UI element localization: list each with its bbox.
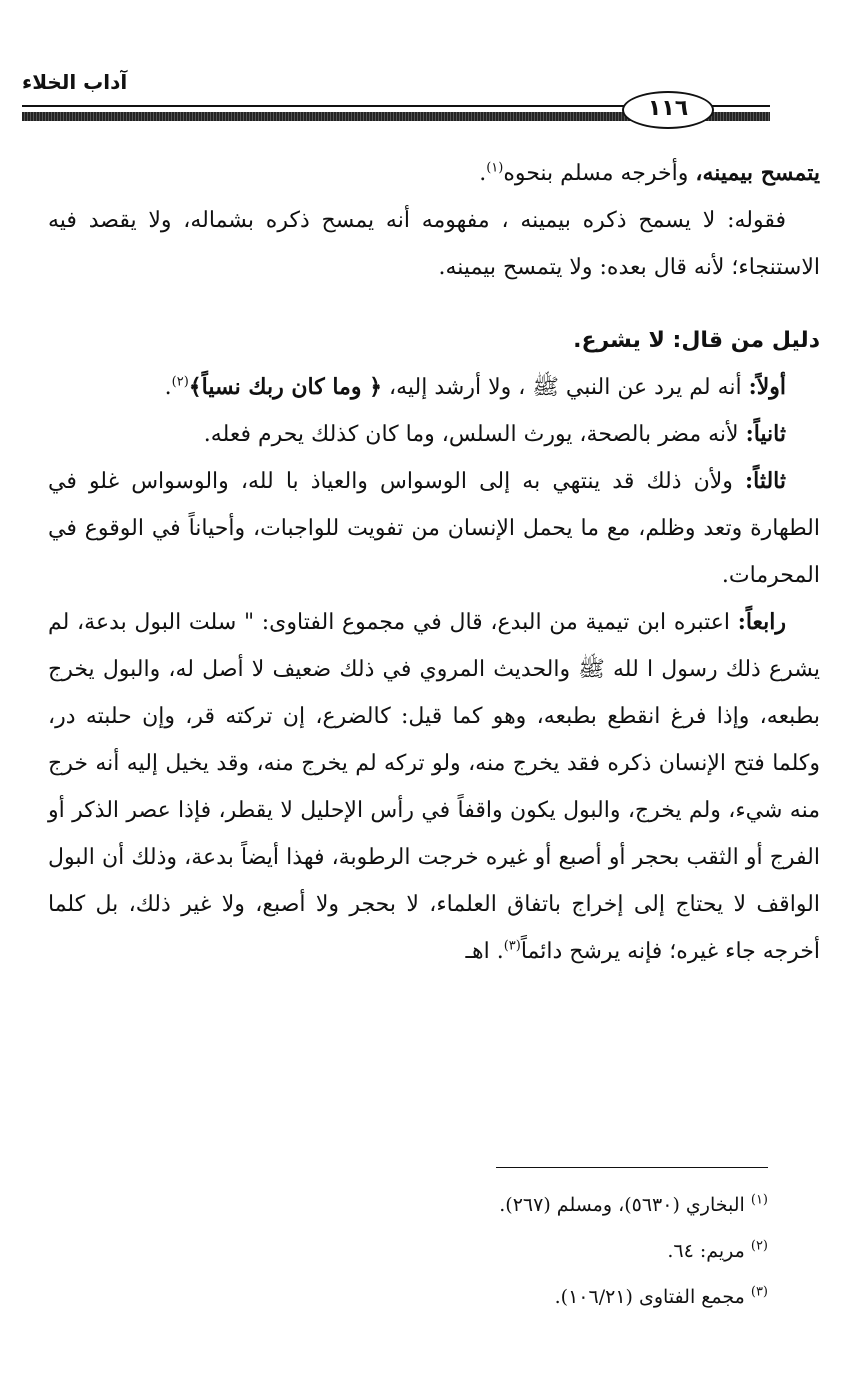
section-heading: دليل من قال: لا يشرع. [573,328,820,353]
page-number: ١١٦ [622,91,714,129]
paragraph [48,364,820,411]
footnote-ref-2: (٢) [171,374,189,390]
paragraph-text: فقوله: لا يسمح ذكره بيمينه ، مفهومه أنه يمسح ذكره بشماله، ولا يقصد فيه الاستنجاء؛ لأنه قال بعده: ولا يتمسح بيمينه. [48,208,820,280]
paragraph-tail: . اهـ [465,939,504,964]
footnotes [168,1182,768,1320]
paragraph [48,458,820,599]
paragraph-text: وأخرجه مسلم بنحوه [503,161,696,186]
footnote-rule [496,1167,768,1168]
paragraph-lead: أولاً: [748,374,786,400]
body-text [48,150,820,975]
paragraph-lead: رابعاً: [737,609,786,635]
paragraph-tail: . [479,161,487,186]
quran-quote: ﴿ وما كان ربك نسياً﴾ [188,374,383,400]
footnote [168,1274,768,1320]
footnote-mark: (٢) [750,1238,768,1254]
running-title: آداب الخلاء [22,70,128,94]
paragraph [48,599,820,975]
footnote-text: مجمع الفتاوى (١٠٦/٢١). [554,1286,751,1308]
paragraph-lead: يتمسح بيمينه، [695,160,820,186]
paragraph-lead: ثانياً: [745,421,786,447]
paragraph-lead: ثالثاً: [745,468,786,494]
footnote-mark: (١) [750,1192,768,1208]
paragraph [48,197,820,291]
paragraph-continuation [48,150,820,197]
footnote-ref-3: (٣) [503,938,521,954]
paragraph-text: لأنه مضر بالصحة، يورث السلس، وما كان كذلك يحرم فعله. [203,422,746,447]
paragraph-text: أنه لم يرد عن النبي ﷺ ، ولا أرشد إليه، [382,375,749,400]
footnote [168,1228,768,1274]
footnote-text: البخاري (٥٦٣٠)، ومسلم (٢٦٧). [499,1194,751,1216]
paragraph-text: ولأن ذلك قد ينتهي به إلى الوسواس والعياذ با لله، والوسواس غلو في الطهارة وتعد وظلم، مع ما يحمل الإنسان من تفويت للواجبات، وأحياناً في الوقوع في المحرمات. [48,469,820,588]
footnote-mark: (٣) [750,1284,768,1300]
footnote [168,1182,768,1228]
footnote-ref-1: (١) [486,160,504,176]
paragraph-tail: . [164,375,172,400]
paragraph [48,411,820,458]
footnote-text: مريم: ٦٤. [667,1240,751,1262]
paragraph-text: اعتبره ابن تيمية من البدع، قال في مجموع الفتاوى: " سلت البول بدعة، لم يشرع ذلك رسول ا لله ﷺ والحديث المروي في ذلك ضعيف لا أصل له، والبول يخرج بطبعه، وإذا فرغ انقطع بطبعه، وهو كما قيل: كالضرع، إن تركته قر، وإن حلبته در، وكلما فتح الإنسان ذكره فقد يخرج منه، ولو تركه لم يخرج منه، وقد يخيل إليه أنه خرج منه شيء، ولم يخرج، والبول يكون واقفاً في رأس الإحليل لا يقطر، فإذا عصر الذكر أو الفرج أو الثقب بحجر أو أصبع أو غيره خرجت الرطوبة، فهذا أيضاً بدعة، وذلك أن البول الواقف لا يحتاج إلى إخراج باتفاق العلماء، لا بحجر ولا أصبع، ولا غير ذلك، بل كلما أخرجه جاء غيره؛ فإنه يرشح دائماً [48,610,820,964]
